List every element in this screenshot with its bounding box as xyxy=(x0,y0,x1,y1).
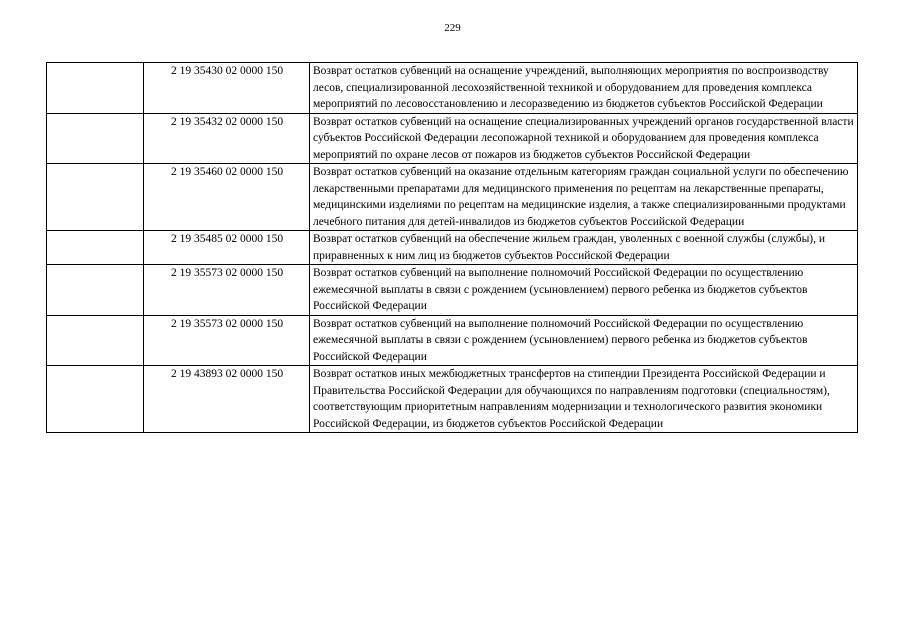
page-number: 229 xyxy=(444,22,461,34)
description-cell: Возврат остатков субвенций на выполнение полномочий Российской Федерации по осуществлению ежемесячной выплаты в связи с рождением (усыновлением) первого ребенка из бюджетов субъектов Российской Федерации xyxy=(310,265,858,316)
admin-code-cell xyxy=(47,265,144,316)
admin-code-cell xyxy=(47,164,144,231)
table-row xyxy=(47,164,858,231)
budget-classification-table xyxy=(46,62,858,433)
admin-code-cell xyxy=(47,366,144,433)
description-cell: Возврат остатков субвенций на оснащение учреждений, выполняющих мероприятия по воспроизводству лесов, специализированной лесохозяйственной техникой и оборудованием для проведения комплекса мероприятий по лесовосстановлению и лесоразведению из бюджетов субъектов Российской Федерации xyxy=(310,63,858,114)
budget-code-cell: 2 19 35460 02 0000 150 xyxy=(144,164,310,231)
table-row xyxy=(47,366,858,433)
table-row xyxy=(47,63,858,114)
budget-code-cell: 2 19 35573 02 0000 150 xyxy=(144,265,310,316)
table-row xyxy=(47,265,858,316)
budget-code-cell: 2 19 35430 02 0000 150 xyxy=(144,63,310,114)
admin-code-cell xyxy=(47,113,144,164)
description-cell: Возврат остатков иных межбюджетных трансфертов на стипендии Президента Российской Федерации и Правительства Российской Федерации для обучающихся по направлениям подготовки (специальностям), соответствующим приоритетным направлениям модернизации и технологического развития экономики Российской Федерации, из бюджетов субъектов Российской Федерации xyxy=(310,366,858,433)
budget-code-cell: 2 19 43893 02 0000 150 xyxy=(144,366,310,433)
table-row xyxy=(47,231,858,265)
description-cell: Возврат остатков субвенций на обеспечение жильем граждан, уволенных с военной службы (службы), и приравненных к ним лиц из бюджетов субъектов Российской Федерации xyxy=(310,231,858,265)
admin-code-cell xyxy=(47,63,144,114)
admin-code-cell xyxy=(47,231,144,265)
description-cell: Возврат остатков субвенций на оказание отдельным категориям граждан социальной услуги по обеспечению лекарственными препаратами для медицинского применения по рецептам на лекарственные препараты, медицинскими изделиями по рецептам на медицинские изделия, а также специализированными продуктами лечебного питания для детей-инвалидов из бюджетов субъектов Российской Федерации xyxy=(310,164,858,231)
table-row xyxy=(47,113,858,164)
description-cell: Возврат остатков субвенций на оснащение специализированных учреждений органов государственной власти субъектов Российской Федерации лесопожарной техникой и оборудованием для проведения комплекса мероприятий по охране лесов от пожаров из бюджетов субъектов Российской Федерации xyxy=(310,113,858,164)
budget-code-cell: 2 19 35573 02 0000 150 xyxy=(144,315,310,366)
table-row xyxy=(47,315,858,366)
budget-code-cell: 2 19 35432 02 0000 150 xyxy=(144,113,310,164)
admin-code-cell xyxy=(47,315,144,366)
budget-code-cell: 2 19 35485 02 0000 150 xyxy=(144,231,310,265)
description-cell: Возврат остатков субвенций на выполнение полномочий Российской Федерации по осуществлению ежемесячной выплаты в связи с рождением (усыновлением) первого ребенка из бюджетов субъектов Российской Федерации xyxy=(310,315,858,366)
